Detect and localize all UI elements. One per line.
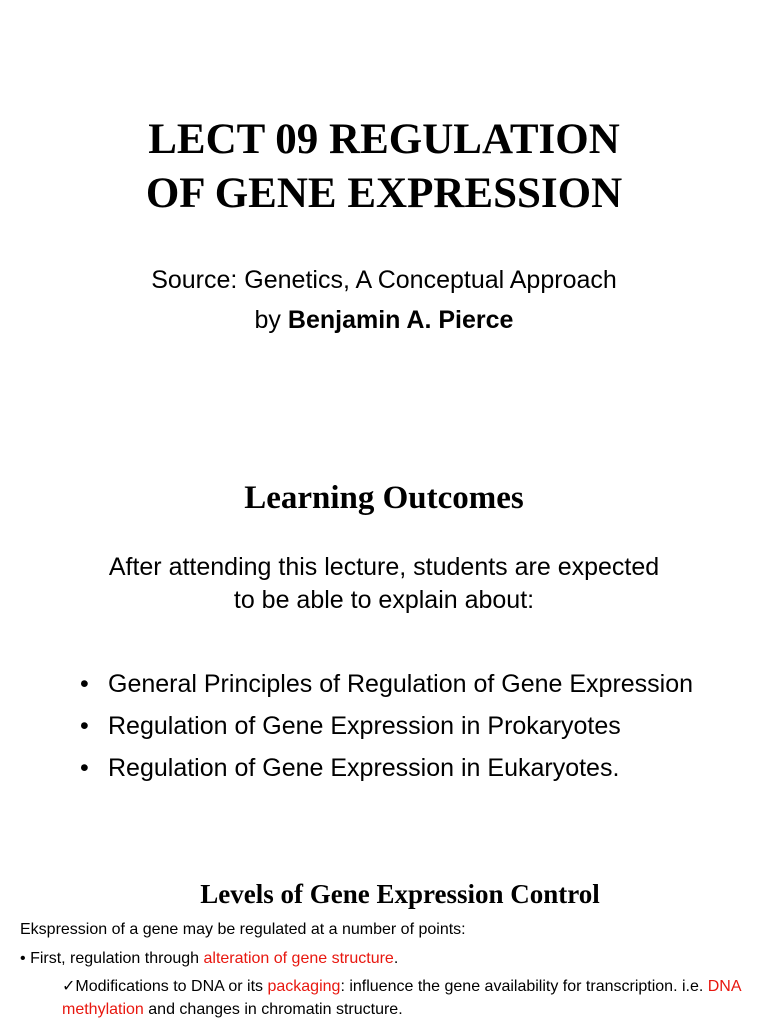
author-name: Benjamin A. Pierce — [287, 306, 514, 334]
author-line — [0, 300, 768, 340]
list-item — [80, 668, 720, 701]
bullet-icon: • — [80, 754, 89, 782]
author-prefix: by — [254, 306, 288, 334]
control-intro: Ekspression of a gene may be regulated at a number of points: — [20, 921, 466, 938]
learning-outcomes-heading: Learning Outcomes — [244, 480, 524, 516]
control-subpoint — [62, 974, 752, 1021]
slide-title — [0, 113, 768, 221]
slide-title-line-1: LECT 09 REGULATION — [148, 116, 620, 163]
point-text-end: . — [393, 950, 399, 967]
bullet-icon: • — [80, 670, 89, 698]
intro-line-1: After attending this lecture, students are expected — [108, 553, 660, 581]
highlight-packaging: packaging — [267, 978, 341, 995]
learning-outcomes-list — [80, 668, 720, 794]
point-text: First, regulation through — [30, 950, 204, 967]
list-item — [80, 752, 720, 785]
subpoint-text-3: and changes in chromatin structure. — [143, 1001, 403, 1018]
checkmark-icon: ✓ — [62, 976, 76, 995]
list-item — [80, 710, 720, 743]
source-line: Source: Genetics, A Conceptual Approach — [151, 266, 617, 294]
intro-line-2: to be able to explain about: — [233, 586, 535, 614]
bullet-icon: • — [20, 950, 26, 967]
subpoint-text-1: Modifications to DNA or its — [75, 978, 268, 995]
gene-expression-control-heading: Levels of Gene Expression Control — [200, 879, 600, 909]
control-point-first — [20, 947, 760, 970]
highlight-text: alteration of gene structure — [203, 950, 394, 967]
highlight-dna-methylation: DNA methylation — [62, 978, 741, 1018]
bullet-icon: • — [80, 712, 89, 740]
outcome-text: Regulation of Gene Expression in Prokaryotes — [108, 712, 621, 740]
slide-title-line-2: OF GENE EXPRESSION — [145, 170, 623, 217]
learning-outcomes-intro — [40, 551, 728, 617]
outcome-text: Regulation of Gene Expression in Eukaryotes. — [108, 754, 620, 782]
subpoint-text-2: : influence the gene availability for transcription. i.e. — [340, 978, 708, 995]
source-citation — [0, 260, 768, 340]
outcome-text: General Principles of Regulation of Gene Expression — [108, 670, 694, 698]
